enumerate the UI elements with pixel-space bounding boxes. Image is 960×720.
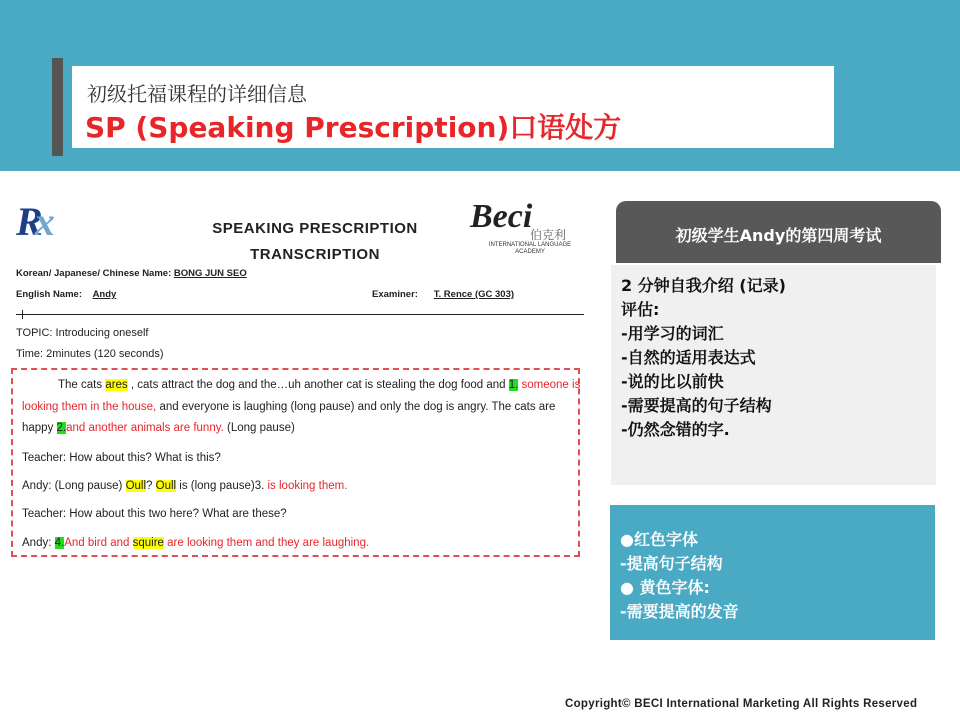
assessment-header: 初级学生Andy的第四周考试 [616, 201, 941, 263]
legend-line: ● 黄色字体: [620, 578, 710, 597]
transcript-line: happy 2.and another animals are funny. (Long pause) [22, 422, 295, 434]
beci-logo: Beci 伯克利 INTERNATIONAL LANGUAGE ACADEMY [470, 198, 572, 255]
copyright-footer: Copyright© BECI International Marketing All Rights Reserved [565, 698, 918, 710]
title-box [72, 66, 834, 148]
examiner-row: Examiner: T. Rence (GC 303) [372, 289, 515, 300]
topic-text: TOPIC: Introducing oneself [16, 327, 149, 339]
legend-line: ●红色字体 [620, 530, 698, 549]
assessment-line: 评估: [621, 300, 660, 319]
transcript-line: Teacher: How about this? What is this? [22, 452, 221, 464]
transcript-line: looking them in the house, and everyone is laughing (long pause) and only the dog is angry. The cats are [22, 401, 556, 413]
transcript-line: Andy: 4.And bird and squire are looking them and they are laughing. [22, 537, 370, 549]
transcript-line: Teacher: How about this two here? What are these? [22, 508, 287, 520]
legend-line: -需要提高的发音 [620, 602, 739, 621]
transcript-line: Andy: (Long pause) Oull? Oull is (long pause)3. is looking them. [22, 480, 348, 492]
title-accent-bar [52, 58, 63, 156]
slide-title: SP (Speaking Prescription)口语处方 [85, 111, 622, 144]
divider-tick [22, 310, 23, 319]
assessment-line: -用学习的词汇 [621, 324, 724, 343]
assessment-line: -仍然念错的字. [621, 420, 730, 439]
prescription-document [0, 190, 600, 570]
assessment-line: 2 分钟自我介绍 (记录) [621, 276, 786, 295]
assessment-line: -自然的适用表达式 [621, 348, 756, 367]
legend-panel [610, 505, 935, 640]
assessment-panel [611, 265, 936, 485]
student-name-row: Korean/ Japanese/ Chinese Name: BONG JUN SEO [16, 268, 247, 279]
divider-line [16, 314, 584, 315]
document-heading: SPEAKING PRESCRIPTION TRANSCRIPTION [212, 220, 418, 263]
english-name-row: English Name: Andy [16, 289, 117, 300]
slide-subtitle: 初级托福课程的详细信息 [87, 82, 307, 106]
assessment-line: -说的比以前快 [621, 372, 724, 391]
legend-line: -提高句子结构 [620, 554, 723, 573]
transcript-line: The cats ares , cats attract the dog and the…uh another cat is stealing the dog food and 1. someone is [58, 379, 581, 391]
rx-logo: Rx [16, 199, 47, 244]
assessment-line: -需要提高的句子结构 [621, 396, 772, 415]
time-text: Time: 2minutes (120 seconds) [16, 348, 164, 360]
